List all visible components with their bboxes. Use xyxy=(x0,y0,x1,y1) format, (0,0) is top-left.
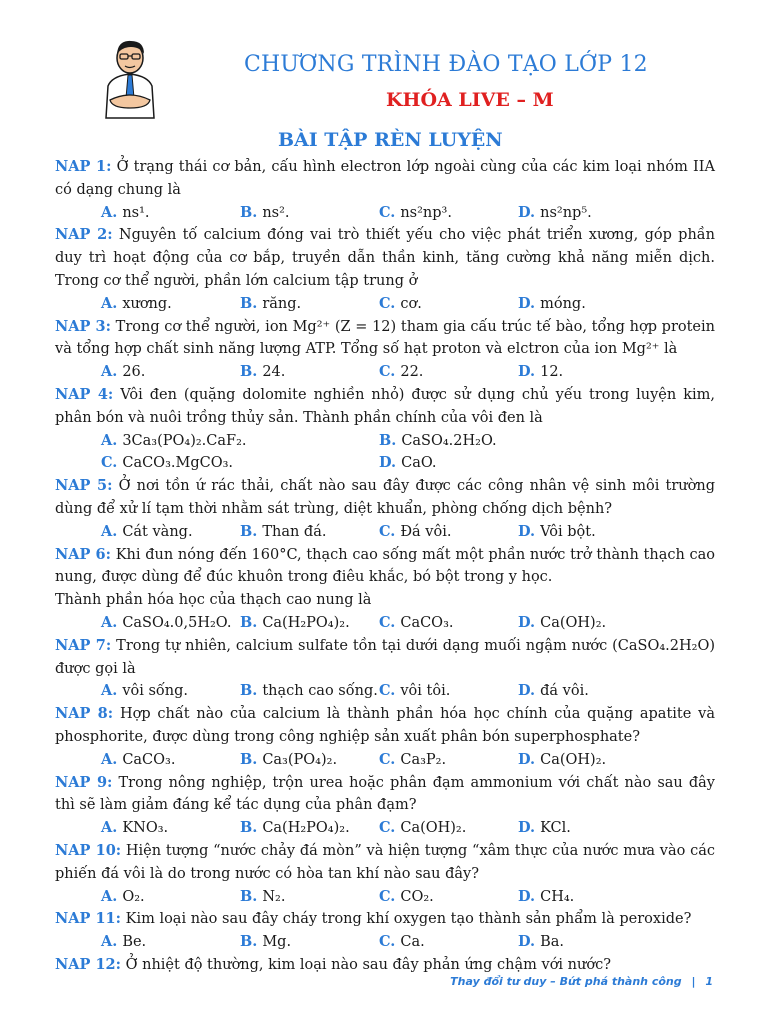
question-body: Ở nơi tồn ứ rác thải, chất nào sau đây được các công nhân vệ sinh môi trường dùng để xử lí tạm thời nhằm sát trùng, diệt khuẩn, phòng chống dịch bệnh? xyxy=(55,478,715,517)
option-letter: B. xyxy=(240,522,258,540)
question-label: NAP 4: xyxy=(55,385,114,403)
option-letter: D. xyxy=(518,613,536,631)
question-body: Hiện tượng “nước chảy đá mòn” và hiện tượng “xâm thực của nước mưa vào các phiến đá vôi là do trong nước có hòa tan khí nào sau đây? xyxy=(55,842,715,882)
option-text: ns²np⁵. xyxy=(540,204,592,221)
answer-options-row xyxy=(101,202,715,225)
option-letter: C. xyxy=(379,819,396,837)
answer-option xyxy=(379,749,518,772)
option-letter: B. xyxy=(240,613,258,631)
section-heading: BÀI TẬP RÈN LUYỆN xyxy=(278,129,503,151)
option-text: CaSO₄.2H₂O. xyxy=(401,432,497,449)
option-letter: A. xyxy=(101,887,118,905)
question-list xyxy=(55,156,715,977)
answer-option xyxy=(240,612,379,635)
option-text: Ca(OH)₂. xyxy=(400,820,467,837)
question-body: Hợp chất nào của calcium là thành phần hóa học chính của quặng apatite và phosphorite, được dùng trong công nghiệp sản xuất phân bón superphosphate? xyxy=(55,706,715,745)
answer-option xyxy=(240,749,379,772)
option-letter: A. xyxy=(101,819,118,837)
answer-option xyxy=(101,430,379,453)
answer-option xyxy=(518,680,657,703)
option-letter: B. xyxy=(240,363,258,381)
option-text: Ca(H₂PO₄)₂. xyxy=(262,614,350,631)
question-text xyxy=(55,156,715,202)
answer-option xyxy=(101,612,240,635)
answer-options-row xyxy=(101,361,715,384)
question-body: Ở trạng thái cơ bản, cấu hình electron lớp ngoài cùng của các kim loại nhóm IIA có dạng chung là xyxy=(55,159,715,198)
option-text: Ca(H₂PO₄)₂. xyxy=(262,820,350,837)
option-letter: C. xyxy=(379,294,396,312)
option-text: Mg. xyxy=(262,934,292,951)
question-label: NAP 6: xyxy=(55,545,111,563)
option-text: Ca(OH)₂. xyxy=(540,751,607,768)
answer-option xyxy=(379,452,657,475)
answer-option xyxy=(101,202,240,225)
question-label: NAP 7: xyxy=(55,636,112,654)
answer-option xyxy=(518,749,657,772)
question-body: Trong cơ thể người, ion Mg²⁺ (Z = 12) tham gia cấu trúc tế bào, tổng hợp protein và tổng hợp chất sinh năng lượng ATP. Tổng số hạt proton và elctron của ion Mg²⁺ là xyxy=(55,318,715,358)
option-letter: A. xyxy=(101,203,118,221)
question-body-continued: Thành phần hóa học của thạch cao nung là xyxy=(55,592,372,609)
option-letter: D. xyxy=(518,682,536,700)
option-text: Ba. xyxy=(540,934,565,951)
answer-options-row xyxy=(101,886,715,909)
option-letter: C. xyxy=(379,750,396,768)
answer-option xyxy=(240,680,379,703)
answer-option xyxy=(101,931,240,954)
option-text: CO₂. xyxy=(400,888,434,905)
option-text: Than đá. xyxy=(262,523,327,540)
option-letter: B. xyxy=(240,750,258,768)
option-letter: C. xyxy=(379,522,396,540)
answer-options-row xyxy=(101,749,715,772)
option-letter: C. xyxy=(379,682,396,700)
option-letter: D. xyxy=(518,294,536,312)
question-body: Ở nhiệt độ thường, kim loại nào sau đây phản ứng chậm với nước? xyxy=(121,956,611,973)
answer-option xyxy=(379,202,518,225)
option-text: KCl. xyxy=(540,820,571,837)
option-text: Vôi bột. xyxy=(540,523,596,540)
question-text xyxy=(55,908,715,931)
answer-option xyxy=(101,521,240,544)
option-letter: D. xyxy=(518,750,536,768)
page-title: CHƯƠNG TRÌNH ĐÀO TẠO LỚP 12 xyxy=(244,52,648,77)
option-letter: B. xyxy=(240,933,258,951)
question-text xyxy=(55,703,715,749)
option-text: CaCO₃. xyxy=(400,614,454,631)
option-letter: C. xyxy=(379,613,396,631)
option-text: ns¹. xyxy=(122,204,150,221)
option-text: đá vôi. xyxy=(540,683,589,700)
question-text xyxy=(55,384,715,430)
answer-options-row xyxy=(101,430,715,453)
answer-option xyxy=(518,817,657,840)
answer-option xyxy=(240,521,379,544)
answer-option xyxy=(518,886,657,909)
option-text: Be. xyxy=(122,934,147,951)
option-text: Đá vôi. xyxy=(400,523,452,540)
answer-options-row xyxy=(101,817,715,840)
answer-options-row xyxy=(101,452,715,475)
answer-option xyxy=(101,361,240,384)
option-letter: B. xyxy=(379,431,397,449)
answer-option xyxy=(240,293,379,316)
answer-option xyxy=(101,817,240,840)
question-body: Trong nông nghiệp, trộn urea hoặc phân đạm ammonium với chất nào sau đây thì sẽ làm giảm đáng kể tác dụng của phân đạm? xyxy=(55,774,715,814)
option-text: Ca(OH)₂. xyxy=(540,614,607,631)
answer-option xyxy=(518,202,657,225)
answer-option xyxy=(379,521,518,544)
question-text xyxy=(55,544,715,590)
option-text: móng. xyxy=(540,295,586,312)
option-text: Ca₃(PO₄)₂. xyxy=(262,751,338,768)
question-body: Khi đun nóng đến 160°C, thạch cao sống mất một phần nước trở thành thạch cao nung, được dùng để đúc khuôn trong điêu khắc, bó bột trong y học. xyxy=(55,546,715,586)
answer-option xyxy=(379,886,518,909)
answer-options-row xyxy=(101,612,715,635)
option-text: vôi sống. xyxy=(122,683,189,700)
answer-option xyxy=(101,749,240,772)
answer-option xyxy=(379,612,518,635)
option-letter: A. xyxy=(101,294,118,312)
option-text: Ca₃P₂. xyxy=(400,751,447,768)
option-letter: A. xyxy=(101,750,118,768)
question-label: NAP 1: xyxy=(55,158,112,175)
option-text: ns². xyxy=(262,204,290,221)
option-text: xương. xyxy=(122,295,172,312)
question-label: NAP 11: xyxy=(55,910,121,928)
answer-option xyxy=(379,817,518,840)
option-letter: A. xyxy=(101,613,118,631)
question-label: NAP 9: xyxy=(55,773,113,791)
question-text xyxy=(55,224,715,292)
option-text: Cát vàng. xyxy=(122,523,193,540)
option-text: vôi tôi. xyxy=(400,683,451,700)
option-letter: A. xyxy=(101,682,118,700)
answer-option xyxy=(379,931,518,954)
answer-option xyxy=(518,931,657,954)
question-label: NAP 5: xyxy=(55,477,113,495)
question-label: NAP 2: xyxy=(55,226,113,244)
answer-option xyxy=(379,430,657,453)
option-text: KNO₃. xyxy=(122,820,169,837)
answer-option xyxy=(240,817,379,840)
answer-option xyxy=(240,202,379,225)
answer-option xyxy=(379,680,518,703)
option-text: 26. xyxy=(122,364,146,381)
footer-separator: | xyxy=(691,975,696,988)
option-letter: B. xyxy=(240,682,258,700)
answer-option xyxy=(101,293,240,316)
footer-slogan: Thay đổi tư duy – Bứt phá thành công xyxy=(450,975,682,988)
option-letter: C. xyxy=(379,933,396,951)
answer-option xyxy=(379,293,518,316)
course-subtitle: KHÓA LIVE – M xyxy=(386,89,554,111)
question-body: Kim loại nào sau đây cháy trong khí oxygen tạo thành sản phẩm là peroxide? xyxy=(121,911,692,928)
option-letter: B. xyxy=(240,294,258,312)
option-text: răng. xyxy=(262,295,302,312)
answer-option xyxy=(518,293,657,316)
answer-option xyxy=(518,361,657,384)
option-text: CaSO₄.0,5H₂O. xyxy=(122,614,232,631)
answer-options-row xyxy=(101,293,715,316)
option-text: 3Ca₃(PO₄)₂.CaF₂. xyxy=(122,432,247,449)
option-text: 24. xyxy=(262,364,286,381)
option-text: CaCO₃.MgCO₃. xyxy=(122,455,234,472)
question-label: NAP 12: xyxy=(55,955,121,973)
question-label: NAP 10: xyxy=(55,841,122,859)
answer-option xyxy=(379,361,518,384)
option-text: CH₄. xyxy=(540,888,575,905)
question-text xyxy=(55,772,715,818)
option-letter: B. xyxy=(240,203,258,221)
page-footer xyxy=(450,975,713,988)
option-text: 22. xyxy=(400,364,424,381)
option-letter: D. xyxy=(379,454,397,472)
option-letter: A. xyxy=(101,522,118,540)
answer-option xyxy=(240,361,379,384)
answer-option xyxy=(101,452,379,475)
teacher-mascot-icon xyxy=(98,38,162,120)
option-letter: C. xyxy=(101,454,118,472)
answer-option xyxy=(518,521,657,544)
option-letter: D. xyxy=(518,522,536,540)
question-text xyxy=(55,635,715,681)
answer-option xyxy=(101,886,240,909)
question-label: NAP 3: xyxy=(55,317,111,335)
option-letter: C. xyxy=(379,203,396,221)
option-letter: A. xyxy=(101,431,118,449)
option-letter: D. xyxy=(518,887,536,905)
option-letter: C. xyxy=(379,887,396,905)
page-number: 1 xyxy=(705,975,713,988)
option-text: cơ. xyxy=(400,295,422,312)
option-text: CaCO₃. xyxy=(122,751,176,768)
option-letter: D. xyxy=(518,203,536,221)
answer-option xyxy=(240,886,379,909)
option-letter: B. xyxy=(240,887,258,905)
question-text xyxy=(55,316,715,362)
question-body: Nguyên tố calcium đóng vai trò thiết yếu cho việc phát triển xương, góp phần duy trì hoạt động của cơ bắp, truyền dẫn thần kinh, tăng cường khả năng miễn dịch. Trong cơ thể người, phần lớn calcium tập trung ở xyxy=(55,227,716,289)
option-letter: A. xyxy=(101,933,118,951)
option-text: CaO. xyxy=(401,455,437,472)
option-letter: D. xyxy=(518,819,536,837)
option-letter: D. xyxy=(518,363,536,381)
answer-option xyxy=(518,612,657,635)
option-text: O₂. xyxy=(122,888,145,905)
question-body: Vôi đen (quặng dolomite nghiền nhỏ) được sử dụng chủ yếu trong luyện kim, phân bón và nuôi trồng thủy sản. Thành phần chính của vôi đen là xyxy=(55,386,715,426)
answer-option xyxy=(101,680,240,703)
answer-options-row xyxy=(101,931,715,954)
option-letter: A. xyxy=(101,363,118,381)
option-letter: D. xyxy=(518,933,536,951)
answer-options-row xyxy=(101,521,715,544)
option-letter: C. xyxy=(379,363,396,381)
option-text: 12. xyxy=(540,364,564,381)
question-label: NAP 8: xyxy=(55,705,114,723)
question-text xyxy=(55,475,715,521)
question-text xyxy=(55,954,715,977)
option-letter: B. xyxy=(240,819,258,837)
option-text: thạch cao sống. xyxy=(262,683,378,700)
question-text xyxy=(55,840,715,886)
answer-options-row xyxy=(101,680,715,703)
option-text: N₂. xyxy=(262,888,286,905)
answer-option xyxy=(240,931,379,954)
option-text: Ca. xyxy=(400,934,425,951)
option-text: ns²np³. xyxy=(400,204,452,221)
question-body: Trong tự nhiên, calcium sulfate tồn tại dưới dạng muối ngậm nước (CaSO₄.2H₂O) được gọi là xyxy=(55,637,715,677)
